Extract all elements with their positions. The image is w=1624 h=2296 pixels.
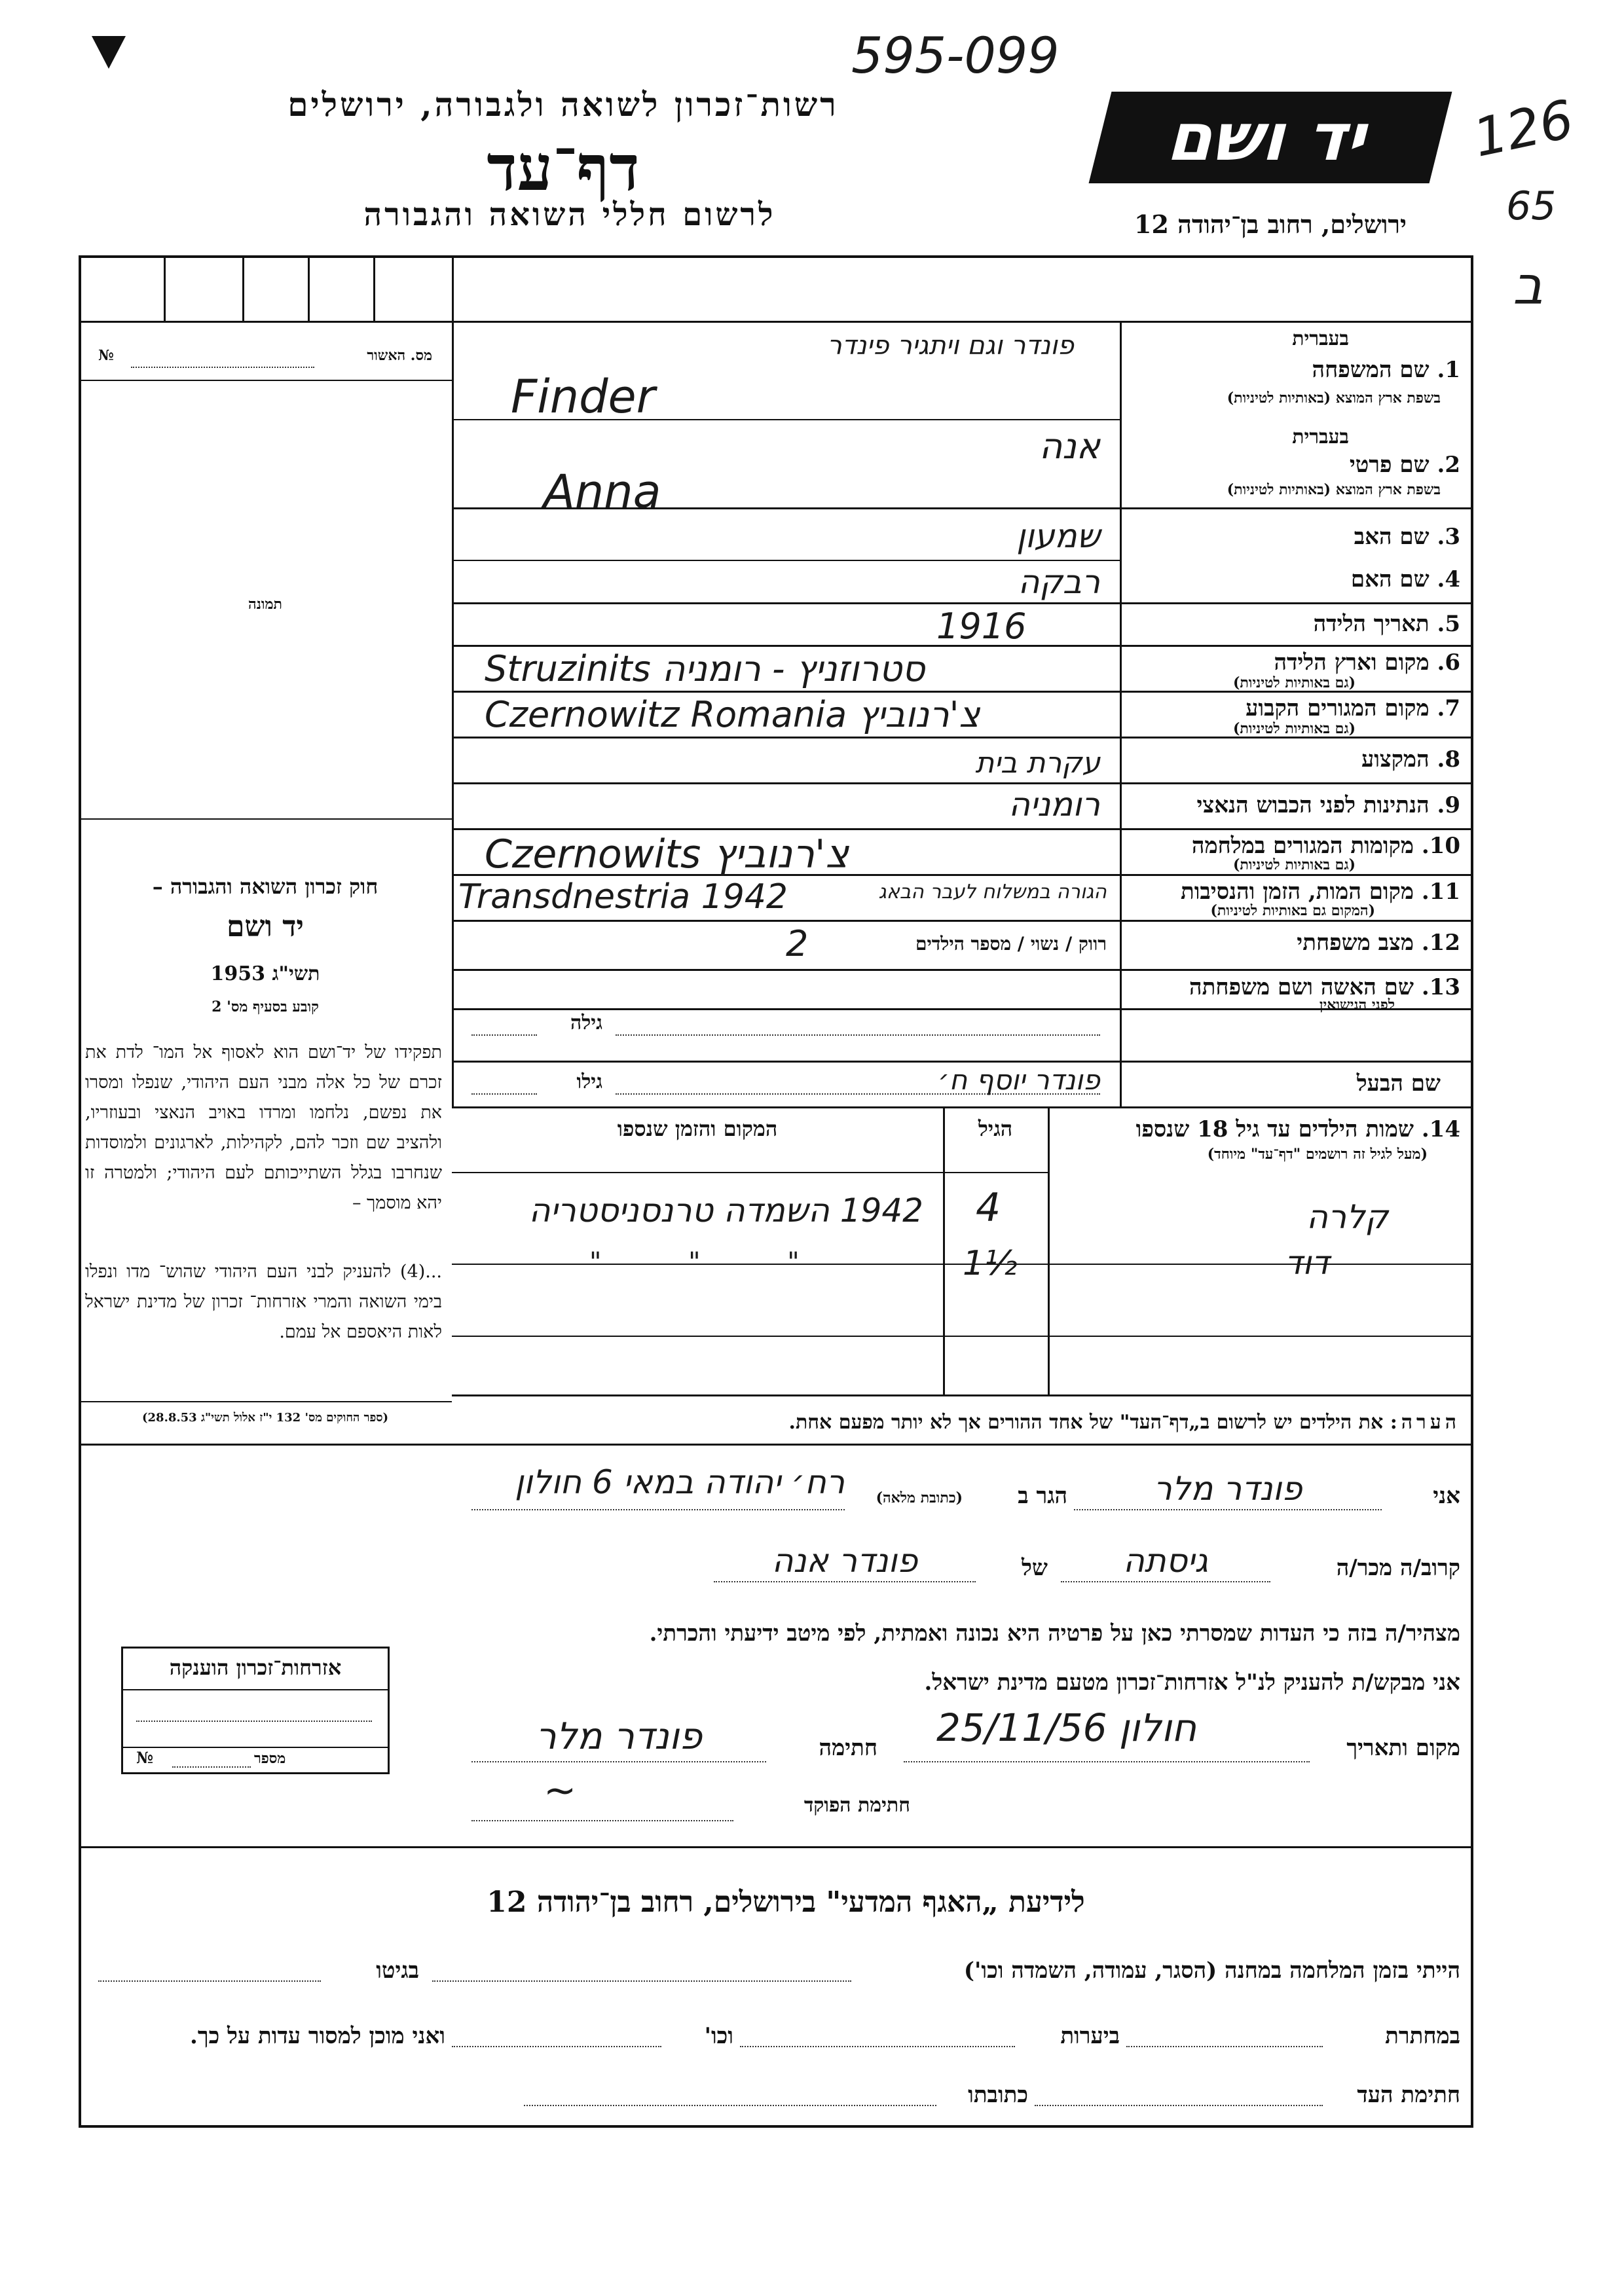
law-clause: קובע בסעיף מס' 2	[212, 998, 319, 1015]
wartime-residence: Czernowits צ'רנוביץ	[485, 831, 849, 877]
footer-title: לידיעת „האגף המדעי" בירושלים, רחוב בן־יהודה 12	[487, 1886, 1085, 1919]
field-number: 3.	[1437, 524, 1460, 550]
divider	[79, 1444, 1473, 1446]
field-13-sub: לפני הנישואין	[1319, 996, 1395, 1013]
field-9-label	[1133, 792, 1460, 818]
field-number: 2.	[1437, 452, 1460, 478]
footer-underground-label: במחתרת	[1385, 2023, 1460, 2049]
divider	[452, 969, 1473, 971]
divider	[373, 255, 375, 321]
divider	[452, 1172, 1048, 1173]
field-number: 6.	[1437, 649, 1460, 676]
divider	[452, 920, 1473, 922]
husband-age-line	[471, 1093, 537, 1095]
child-place: " " "	[589, 1247, 800, 1277]
divider	[452, 1336, 1473, 1337]
address: ירושלים, רחוב בן־יהודה 12	[1134, 210, 1407, 239]
field-name: מקומות המגורים במלחמה	[1191, 833, 1414, 859]
husband-label: שם הבעל	[1356, 1070, 1441, 1097]
child-name: קלרה	[1306, 1198, 1388, 1236]
field-number: 14.	[1421, 1116, 1460, 1142]
field-name: מקום המגורים הקבוע	[1246, 695, 1430, 721]
divider	[79, 1401, 452, 1402]
declarant-i-label: אני	[1433, 1483, 1460, 1509]
field-10-label	[1133, 833, 1460, 859]
divider	[452, 602, 1473, 604]
death-place: Transdnestria 1942	[458, 877, 788, 917]
occupation: עקרת בית	[975, 746, 1100, 780]
field-1-label	[1133, 357, 1460, 383]
field-3-label	[1133, 524, 1460, 550]
field-12-label	[1133, 930, 1460, 956]
of-name-line	[714, 1581, 976, 1582]
divider	[452, 560, 1120, 561]
citizenship-box	[121, 1647, 390, 1774]
field-7-sub: (גם באותיות לטיניות)	[1232, 720, 1356, 737]
mother-name: רבקה	[1018, 563, 1100, 601]
law-text: תפקידו של יד־ושם הוא לאסוף אל המו־ לדת את זכרם של כל אלה מבני העם היהודי, שנפלו ומסרו את נפשם, נלחמו ומרדו באויב הנאצי ובעוזריו, ולהציב שם וזכר להם, לקהילות, לארגונים ולמוסדות שנחרבו בגלל השתייכותם לעם היהודי; ולמטרה זו יהא מוסמך –	[85, 1042, 442, 1213]
footer-etc-label: וכו'	[704, 2023, 733, 2049]
footer-witness-sign-line	[1035, 2105, 1323, 2106]
top-left-corner-mark	[92, 36, 126, 69]
residing-label: הגר ב	[1018, 1483, 1067, 1509]
declarant-address: רח׳ יהודה במאי 6 חולון	[515, 1463, 845, 1501]
field-8-label	[1133, 746, 1460, 773]
field-name: מקום המות, הזמן והנסיבות	[1180, 879, 1414, 905]
field-name: שם האם	[1350, 566, 1430, 592]
field-11-label	[1133, 879, 1460, 905]
field-number: 5.	[1437, 611, 1460, 637]
field-name: שם האשה ושם משפחתה	[1189, 974, 1414, 1000]
field-2-sub: בשפת ארץ המוצא (באותיות לטיניות)	[1227, 481, 1441, 498]
officer-signature-line	[471, 1820, 733, 1821]
divider	[943, 1106, 945, 1394]
divider	[452, 1106, 1473, 1108]
husband-age-label: גילו	[576, 1070, 602, 1093]
field-6-label	[1133, 649, 1460, 676]
surname-hebrew: פונדר וגם ויתגיר פינדר	[827, 331, 1074, 361]
margin-number: 126	[1468, 88, 1579, 169]
children-sub: (מעל לגיל זה רושמים "דף־עד" מיוחד)	[1207, 1146, 1428, 1163]
divider	[452, 1061, 1473, 1063]
child-age: 4	[976, 1185, 1001, 1231]
divider	[1048, 1106, 1050, 1394]
death-circumstances: הגורה במשלוח לעבר הבאג	[878, 881, 1107, 903]
father-name: שמעון	[1016, 517, 1100, 555]
relation: גיסתה	[1123, 1542, 1208, 1580]
firstname-latin: Anna	[544, 465, 661, 519]
husband-name: פונדר יוסף ח׳	[938, 1064, 1100, 1096]
form-title: דף־עד	[487, 131, 640, 205]
field-name: מצב משפחתי	[1297, 930, 1414, 956]
divider	[164, 255, 166, 321]
divider	[452, 255, 454, 1106]
divider	[308, 255, 310, 321]
divider	[452, 1394, 1473, 1396]
law-year: תשי"ג 1953	[210, 962, 320, 985]
footer-forests-label: ביערות	[1060, 2023, 1120, 2049]
relative-label: קרוב/ה מכר/ה	[1336, 1555, 1460, 1581]
field-number: 4.	[1437, 566, 1460, 592]
field-6-sub: (גם באותיות לטיניות)	[1232, 674, 1356, 691]
surname-latin: Finder	[511, 370, 655, 424]
divider	[79, 1846, 1473, 1848]
photo-label: תמונה	[248, 596, 282, 613]
wife-age-line	[471, 1034, 537, 1036]
footer-etc-line	[452, 2046, 661, 2047]
col-place-header: המקום והזמן שנספו	[617, 1116, 778, 1141]
field-number: 11.	[1421, 879, 1460, 905]
field-name: הנתינות לפני הכבוש הנאצי	[1196, 792, 1430, 818]
field-12-sub: רווק / נשוי / מספר הילדים	[915, 933, 1107, 955]
field-number: 12.	[1421, 930, 1460, 956]
footer-witness-sign-label: חתימת העד	[1357, 2082, 1460, 2108]
field-name: שמות הילדים עד גיל 18 שנספו	[1135, 1116, 1414, 1142]
child-place: 1942 השמדה טרנסניסטריה	[528, 1192, 923, 1230]
children-label	[1061, 1116, 1460, 1142]
divider	[1120, 321, 1122, 1106]
note	[471, 1411, 1460, 1434]
divider	[79, 818, 452, 820]
residence: Czernowitz Romania צ'רנוביץ	[485, 694, 980, 735]
citizenship-number-line	[172, 1766, 251, 1768]
form-subtitle: לרשום חללי השואה והגבורה	[363, 196, 776, 233]
signature-line	[471, 1761, 766, 1762]
field-number: 8.	[1437, 746, 1460, 773]
officer-signature: ~	[544, 1768, 577, 1813]
field-5-label	[1133, 611, 1460, 637]
signature-label: חתימה	[819, 1735, 877, 1761]
col-age-header: הגיל	[978, 1116, 1013, 1141]
footer-camp-label: הייתי בזמן המלחמה במחנה (הסגר, עמודה, השמדה וכו')	[963, 1958, 1460, 1984]
law-source: (ספר החוקים מס' 132 י"ז אלול תשי"ג 28.8.53)	[141, 1411, 389, 1425]
child-name: דוד	[1284, 1244, 1329, 1282]
citizenship: רומניה	[1008, 786, 1100, 824]
field-number: 9.	[1437, 792, 1460, 818]
field-2-note: בעברית	[1292, 426, 1349, 448]
divider	[452, 782, 1473, 784]
field-7-label	[1133, 695, 1460, 721]
birth-date: 1916	[936, 606, 1027, 647]
declaration-text: מצהיר/ה בזה כי העדות שמסרתי כאן על פרטיה היא נכונה ואמתית, לפי מיטב ידיעתי והכרתי.	[649, 1620, 1460, 1647]
approval-line	[131, 367, 314, 368]
margin-mark: ב	[1513, 255, 1543, 316]
request-text: אני מבקש/ת להעניק לנ"ל אזרחות־זכרון מטעם מדינת ישראל.	[924, 1669, 1460, 1696]
note-label: הערה:	[1390, 1411, 1460, 1434]
field-1-note: בעברית	[1292, 327, 1349, 350]
field-number: 7.	[1437, 695, 1460, 721]
field-name: שם פרטי	[1349, 452, 1430, 478]
footer-forests-line	[740, 2046, 1015, 2047]
note-text: את הילדים יש לרשום ב„דף־העד" של אחד ההורים אך לא יותר מפעם אחת.	[788, 1411, 1384, 1434]
footer-address-line	[524, 2105, 936, 2106]
footer-ghetto-line	[98, 1980, 321, 1982]
field-number: 1.	[1437, 357, 1460, 383]
logo-text: יד ושם	[1162, 99, 1380, 175]
divider	[79, 321, 1473, 323]
divider	[452, 828, 1473, 830]
field-2-label	[1133, 452, 1460, 478]
citizenship-no-sign: №	[136, 1748, 154, 1767]
full-address-label: (כתובת מלאה)	[876, 1489, 963, 1506]
law-name: יד ושם	[227, 910, 304, 943]
yad-vashem-logo	[1089, 92, 1452, 183]
divider	[123, 1747, 388, 1748]
field-4-label	[1133, 566, 1460, 592]
place-date-label: מקום ותאריך	[1346, 1735, 1460, 1761]
law-title: חוק זכרון השואה והגבורה –	[152, 874, 378, 899]
wife-age-label: גילה	[570, 1011, 602, 1034]
divider	[79, 380, 452, 381]
birth-place: Struzinits סטרוזניץ - רומניה	[485, 648, 925, 689]
declarant-signature: פונדר מלר	[535, 1715, 703, 1758]
address-line	[471, 1509, 845, 1510]
field-name: תאריך הלידה	[1313, 611, 1430, 637]
divider	[242, 255, 244, 321]
field-name: שם המשפחה	[1312, 357, 1430, 383]
field-name: שם האב	[1354, 524, 1430, 550]
footer-camp-line	[432, 1980, 851, 1982]
field-name: מקום וארץ הלידה	[1274, 649, 1430, 676]
children-count: 2	[786, 923, 809, 964]
field-number: 10.	[1421, 833, 1460, 859]
declarant-name: פונדר מלר	[1153, 1470, 1302, 1508]
field-number: 13.	[1421, 974, 1460, 1000]
margin-mark: 65	[1506, 183, 1557, 229]
wife-name-line	[616, 1034, 1100, 1036]
of-label: של	[1022, 1555, 1048, 1581]
field-1-sub: בשפת ארץ המוצא (באותיות לטיניות)	[1227, 390, 1441, 407]
citizenship-number-label: מספר	[254, 1750, 286, 1767]
law-text: ...(4) להעניק לבני העם היהודי שהוש־ מדו ונפלו בימי השואה והמרי אזרחות־ זכרון של מדינת ישראל לאות היאספם אל עמם.	[85, 1262, 442, 1342]
footer-underground-line	[1126, 2046, 1323, 2047]
place-date-line	[904, 1761, 1310, 1762]
citizenship-box-title: אזרחות־זכרון הוענקה	[169, 1655, 342, 1680]
declarant-name-line	[1074, 1509, 1382, 1510]
of-name: פונדר אנה	[771, 1542, 918, 1580]
child-age: 1½	[963, 1244, 1018, 1283]
relation-line	[1061, 1581, 1270, 1582]
footer-ghetto-label: בגיטו	[376, 1958, 419, 1984]
divider	[123, 1689, 388, 1690]
field-11-sub: (המקום גם באותיות לטיניות)	[1210, 902, 1375, 919]
file-number: 595-099	[851, 26, 1060, 84]
footer-ready-label: ואני מוכן למסור עדות על כך.	[190, 2023, 445, 2049]
footer-address-label: כתובתו	[968, 2082, 1028, 2108]
place-date: חולון 25/11/56	[936, 1705, 1197, 1750]
authority-name: רשות־זכרון לשואה ולגבורה, ירושלים	[287, 85, 839, 124]
field-10-sub: (גם באותיות לטיניות)	[1232, 856, 1356, 873]
field-name: המקצוע	[1361, 746, 1430, 773]
firstname-hebrew: אנה	[1039, 426, 1100, 467]
officer-signature-label: חתימת הפוקד	[803, 1794, 910, 1817]
approval-label: מס. האשור	[367, 347, 432, 364]
approval-no-sign: №	[98, 347, 114, 364]
citizenship-line	[136, 1721, 372, 1722]
